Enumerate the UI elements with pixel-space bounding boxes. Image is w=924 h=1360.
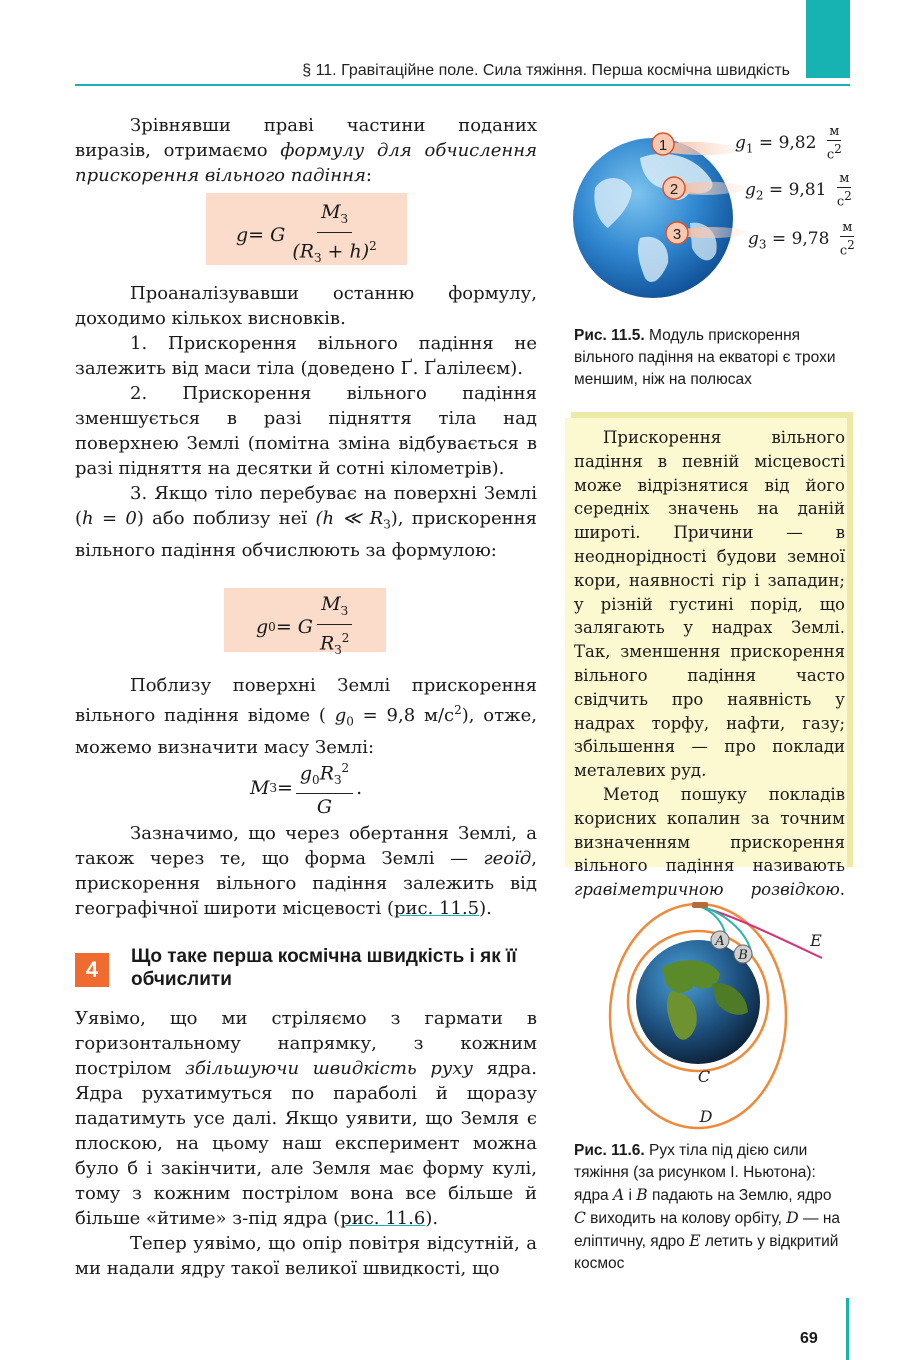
main-text-middle [75, 281, 537, 563]
figure-link-11-6[interactable]: рис. 11.6 [340, 1208, 426, 1229]
note-text [574, 426, 845, 902]
main-text-geoid [75, 821, 537, 921]
formula-g0: g 0 = G $\frac{M_З}{R_З^2}$ [224, 588, 386, 652]
conclusion-2: 2. Прискорення вільного падіння зменшується в разі підняття тіла над поверхнею Землі (помітна зміна відбувається в разі підняття на десятки й сотні кілометрів). [75, 383, 537, 479]
page-number-bar [846, 1298, 849, 1360]
chapter-tab [806, 0, 850, 78]
main-text-top [75, 113, 537, 188]
note-paragraph-1: Прискорення вільного падіння в певній місцевості може відрізнятися від його середніх значень на даній широті. Причини — в неоднорідності будови земної кори, наявності гір і западин; у різній густині порід, що залягають у надрах Землі. Так, зменшення прискорення вільного падіння часто свідчить про наявність у надрах торфу, нафти, газу; збільшення — про поклади металевих руд. [574, 428, 845, 781]
svg-text:B: B [738, 948, 748, 963]
paragraph-5: Уявімо, що ми стріляємо з гармати в горизонтальному напрямку, з кожним пострілом збільшуючи швидкість руху ядра. Ядра рухатимуться по параболі й щоразу падатимуть усе далі. Якщо уявити, що Земля є плоскою, на цьому наш експеримент можна було б і закінчити, але Земля має форму кулі, тому з кожним пострілом вона все більше й більше «йтиме» з-під ядра (рис. 11.6). [75, 1008, 537, 1229]
page-number: 69 [800, 1330, 818, 1347]
main-text-bottom [75, 1006, 537, 1281]
formula-earth-mass: M З = $\frac{g_0R_З^2}{G}$ . [250, 757, 362, 818]
conclusion-1: 1. Прискорення вільного падіння не залежить від маси тіла (доведено Ґ. Ґалілеєм). [75, 333, 537, 379]
svg-text:2: 2 [669, 181, 679, 198]
figure-11-5-caption: Рис. 11.5. Модуль прискорення вільного падіння на екваторі є трохи меншим, ніж на полюсах [574, 327, 836, 388]
paragraph-4: Зазначимо, що через обертання Землі, а також через те, що форма Землі — геоїд, прискорення вільного падіння залежить від географічної широти місцевості (рис. 11.5). [75, 823, 537, 919]
g1-value: $g_1 = 9,82$ $\frac{м}{с^2}$ [735, 124, 842, 163]
beam-2 [675, 182, 750, 195]
beam-1 [665, 142, 745, 155]
figure-11-6-orbits [600, 896, 840, 1136]
paragraph-1: Зрівнявши праві частини поданих виразів, отримаємо формулу для обчислення прискорення вільного падіння: [75, 115, 537, 186]
figure-link-11-5[interactable]: рис. 11.5 [394, 898, 480, 919]
header-rule [75, 84, 850, 86]
svg-text:A: A [715, 934, 725, 949]
g2-value: $g_2 = 9,81$ $\frac{м}{с^2}$ [745, 171, 852, 210]
label-E: E [810, 931, 822, 950]
cannon [692, 902, 708, 908]
section-title: Що таке перша космічна швидкість і як її обчислити [131, 946, 517, 990]
section-number-badge: 4 [75, 953, 109, 987]
note-paragraph-2: Метод пошуку покладів корисних копалин за точним визначенням прискорення вільного падіння називають гравіметричною розвідкою. [574, 784, 845, 900]
paragraph-6: Тепер уявімо, що опір повітря відсутній, а ми надали ядру такої великої швидкості, що [75, 1233, 537, 1279]
g3-value: $g_3 = 9,78$ $\frac{м}{с^2}$ [748, 220, 855, 259]
label-C: C [697, 1067, 711, 1086]
beam-3 [678, 227, 750, 238]
formula-g: g = G $\frac{M_З}{(R_З + h)^2}$ [206, 193, 407, 265]
paragraph-3: Поблизу поверхні Землі прискорення вільного падіння відоме ( $g_0 = 9,8$ $м/с^2$), отже, можемо визначити масу Землі: [75, 675, 537, 758]
svg-text:1: 1 [658, 137, 668, 154]
figure-11-6-caption: Рис. 11.6. Рух тіла під дією сили тяжіння (за рисунком І. Ньютона): ядра A і B падають на Землю, ядро C виходить на колову орбіту, D — на еліптичну, ядро E летить у відкритий космос [574, 1142, 841, 1272]
paragraph-2: Проаналізувавши останню формулу, доходимо кількох висновків. [75, 283, 537, 329]
conclusion-3: 3. Якщо тіло перебуває на поверхні Землі (h = 0) або поблизу неї (h ≪ $R_З$), прискорення вільного падіння обчислюють за формулою: [75, 483, 537, 561]
svg-text:3: 3 [672, 226, 682, 243]
main-text-earth-mass [75, 673, 537, 760]
label-D: D [699, 1107, 713, 1126]
running-header: § 11. Гравітаційне поле. Сила тяжіння. Перша космічна швидкість [302, 62, 790, 79]
